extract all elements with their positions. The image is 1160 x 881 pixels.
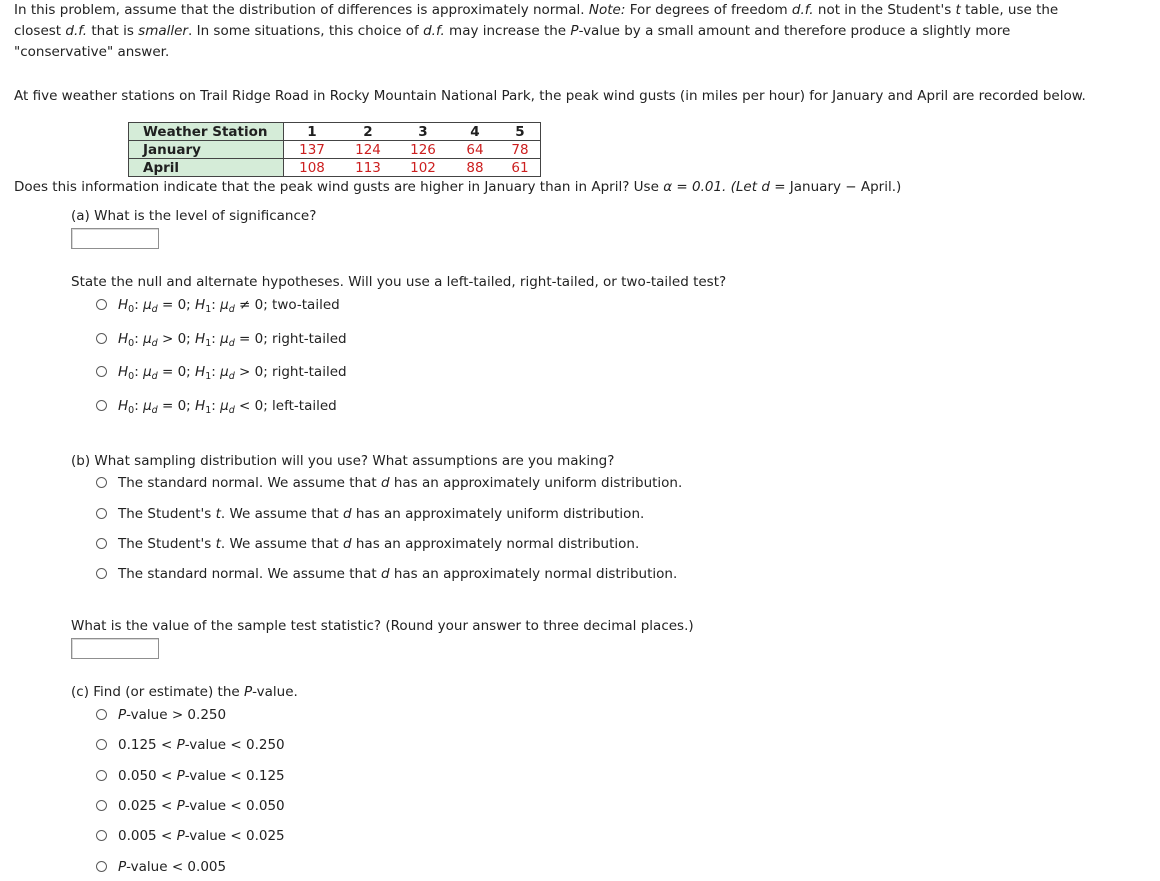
sub: 0: [128, 370, 135, 382]
colon: :: [211, 397, 216, 414]
option-text-part: has an approximately normal distribution.: [393, 565, 678, 582]
t-symbol: t: [215, 505, 221, 522]
option-text-part: The Student's: [118, 505, 212, 522]
sub: 0: [128, 303, 135, 315]
option-text-part: . We assume that: [220, 535, 339, 552]
h0-value: > 0;: [161, 330, 191, 347]
option-text-part: has an approximately uniform distribution.: [393, 474, 683, 491]
h1-value: ≠ 0; two-tailed: [239, 296, 340, 313]
option-text: [118, 737, 285, 753]
intro-text: "conservative" answer.: [14, 44, 170, 60]
colon: :: [134, 330, 139, 347]
intro-text: that is: [91, 23, 134, 39]
option-text: [118, 566, 677, 582]
colon: :: [134, 296, 139, 313]
january-cell: 64: [450, 141, 500, 159]
hypothesis-text: [118, 297, 340, 313]
option-text-part: has an approximately normal distribution.: [355, 535, 640, 552]
df-symbol: d.f.: [423, 23, 445, 39]
radio-button[interactable]: [96, 538, 107, 549]
radio-button[interactable]: [96, 800, 107, 811]
radio-button[interactable]: [96, 299, 107, 310]
mu-symbol: μ: [143, 363, 152, 380]
hypotheses-prompt: State the null and alternate hypotheses. Will you use a left-tailed, right-tailed, or two-tailed test?: [71, 274, 727, 290]
option-text-part: The standard normal. We assume that: [118, 565, 377, 582]
d-symbol: d: [761, 179, 770, 195]
radio-button[interactable]: [96, 400, 107, 411]
january-cell: 78: [500, 141, 541, 159]
sub: d: [228, 303, 235, 315]
pre-text: 0.025 <: [118, 797, 173, 814]
post-text: -value > 0.250: [126, 706, 227, 723]
h0-value: = 0;: [161, 363, 191, 380]
option-text-part: The standard normal. We assume that: [118, 474, 377, 491]
question-text: Does this information indicate that the peak wind gusts are higher in January than in April? Use: [14, 179, 659, 195]
significance-input[interactable]: [71, 228, 159, 249]
p-symbol: P: [176, 736, 185, 753]
p-symbol: P: [118, 858, 127, 875]
post-text: -value < 0.025: [184, 827, 285, 844]
option-text: [118, 506, 644, 522]
prompt-text: (c) Find (or estimate) the: [71, 684, 240, 700]
option-text: [118, 707, 226, 723]
pre-text: 0.125 <: [118, 736, 173, 753]
sub: 0: [128, 404, 135, 416]
d-symbol: d: [342, 505, 352, 522]
colon: :: [211, 330, 216, 347]
hypothesis-option-right-tailed-b[interactable]: [96, 361, 347, 382]
intro-line-1: [14, 0, 1058, 21]
pre-text: 0.005 <: [118, 827, 173, 844]
distribution-option-3[interactable]: [96, 533, 639, 554]
table-row: [129, 123, 541, 141]
main-question: [14, 177, 901, 198]
note-label: Note:: [588, 2, 626, 18]
h-symbol: H: [118, 397, 129, 414]
t-symbol: t: [215, 535, 221, 552]
mu-symbol: μ: [143, 330, 152, 347]
hypothesis-text: [118, 364, 347, 380]
d-symbol: d: [380, 565, 390, 582]
post-text: -value < 0.005: [126, 858, 227, 875]
option-text: [118, 475, 682, 491]
t-symbol: t: [955, 2, 961, 18]
prompt-text: -value.: [252, 684, 298, 700]
p-symbol: P: [570, 23, 579, 39]
option-text: [118, 536, 639, 552]
sub: d: [228, 370, 235, 382]
intro-line-2: [14, 21, 1010, 42]
station-cell: 4: [450, 123, 500, 141]
station-cell: 5: [500, 123, 541, 141]
option-text-part: . We assume that: [220, 505, 339, 522]
intro-text: In this problem, assume that the distribution of differences is approximately normal.: [14, 2, 585, 18]
radio-button[interactable]: [96, 709, 107, 720]
mu-symbol: μ: [143, 296, 152, 313]
april-cell: 113: [340, 159, 396, 177]
h0-value: = 0;: [161, 296, 191, 313]
table-row: [129, 159, 541, 177]
h1-value: < 0; left-tailed: [239, 397, 337, 414]
h1-value: = 0; right-tailed: [239, 330, 347, 347]
sub: d: [228, 337, 235, 349]
mu-symbol: μ: [220, 397, 229, 414]
colon: :: [211, 296, 216, 313]
option-text: [118, 859, 226, 875]
radio-button[interactable]: [96, 739, 107, 750]
sub: d: [151, 370, 158, 382]
post-text: -value < 0.250: [184, 736, 285, 753]
colon: :: [211, 363, 216, 380]
pre-text: 0.050 <: [118, 767, 173, 784]
h-symbol: H: [118, 296, 129, 313]
wind-gust-table: [128, 122, 541, 177]
d-symbol: d: [342, 535, 352, 552]
post-text: -value < 0.050: [184, 797, 285, 814]
hypothesis-option-right-tailed-a[interactable]: [96, 328, 347, 349]
option-text-part: has an approximately uniform distribution.: [355, 505, 645, 522]
sub: d: [151, 404, 158, 416]
post-text: -value < 0.125: [184, 767, 285, 784]
sub: d: [228, 404, 235, 416]
intro-line-3: [14, 42, 169, 63]
hypothesis-text: [118, 331, 347, 347]
part-a-prompt: (a) What is the level of significance?: [71, 208, 317, 224]
pvalue-option-3[interactable]: [96, 765, 285, 786]
radio-button[interactable]: [96, 508, 107, 519]
h-symbol: H: [118, 363, 129, 380]
sub: 0: [128, 337, 135, 349]
station-cell: 1: [284, 123, 341, 141]
hypothesis-option-two-tailed[interactable]: [96, 294, 340, 315]
pvalue-option-4[interactable]: [96, 795, 285, 816]
part-c-prompt: [71, 682, 298, 703]
sub: 1: [205, 404, 212, 416]
problem-setup: At five weather stations on Trail Ridge Road in Rocky Mountain National Park, the peak wind gusts (in miles per hour) for January and April are recorded below.: [14, 88, 1086, 104]
df-symbol: d.f.: [791, 2, 814, 18]
january-label: January: [129, 141, 284, 159]
april-cell: 88: [450, 159, 500, 177]
d-symbol: d: [380, 474, 390, 491]
pvalue-option-1[interactable]: [96, 704, 226, 725]
distribution-option-2[interactable]: [96, 503, 644, 524]
distribution-option-4[interactable]: [96, 563, 677, 584]
sub: 1: [205, 303, 212, 315]
radio-button[interactable]: [96, 568, 107, 579]
april-cell: 102: [396, 159, 450, 177]
radio-button[interactable]: [96, 477, 107, 488]
table-header-label: Weather Station: [129, 123, 284, 141]
intro-text: closest: [14, 23, 62, 39]
smaller-emphasis: smaller: [138, 23, 188, 39]
alpha-text: α = 0.01. (Let: [663, 179, 758, 195]
january-cell: 124: [340, 141, 396, 159]
h-symbol: H: [118, 330, 129, 347]
p-symbol: P: [243, 684, 253, 700]
intro-text: For degrees of freedom: [629, 2, 788, 18]
sub: d: [151, 303, 158, 315]
pvalue-option-5[interactable]: [96, 825, 285, 846]
colon: :: [134, 363, 139, 380]
radio-button[interactable]: [96, 861, 107, 872]
january-cell: 137: [284, 141, 341, 159]
h-symbol: H: [195, 330, 206, 347]
mu-symbol: μ: [220, 363, 229, 380]
radio-button[interactable]: [96, 830, 107, 841]
h-symbol: H: [195, 397, 206, 414]
hypothesis-text: [118, 398, 337, 414]
pvalue-option-2[interactable]: [96, 734, 285, 755]
intro-text: may increase the: [449, 23, 567, 39]
station-cell: 2: [340, 123, 396, 141]
part-b-prompt: (b) What sampling distribution will you use? What assumptions are you making?: [71, 453, 615, 469]
question-text: = January − April.): [774, 179, 902, 195]
option-text: [118, 828, 285, 844]
mu-symbol: μ: [143, 397, 152, 414]
mu-symbol: μ: [220, 296, 229, 313]
april-label: April: [129, 159, 284, 177]
station-cell: 3: [396, 123, 450, 141]
colon: :: [134, 397, 139, 414]
table-row: [129, 141, 541, 159]
p-symbol: P: [118, 706, 127, 723]
p-symbol: P: [176, 797, 185, 814]
sub: 1: [205, 370, 212, 382]
intro-text: table, use the: [965, 2, 1059, 18]
option-text-part: The Student's: [118, 535, 212, 552]
intro-text: -value by a small amount and therefore produce a slightly more: [578, 23, 1011, 39]
radio-button[interactable]: [96, 770, 107, 781]
h-symbol: H: [195, 296, 206, 313]
p-symbol: P: [176, 767, 185, 784]
test-statistic-input[interactable]: [71, 638, 159, 659]
option-text: [118, 798, 285, 814]
april-cell: 108: [284, 159, 341, 177]
h1-value: > 0; right-tailed: [239, 363, 347, 380]
distribution-option-1[interactable]: [96, 472, 682, 493]
radio-button[interactable]: [96, 366, 107, 377]
intro-text: not in the Student's: [817, 2, 952, 18]
test-statistic-prompt: What is the value of the sample test statistic? (Round your answer to three decimal places.): [71, 618, 694, 634]
sub: 1: [205, 337, 212, 349]
mu-symbol: μ: [220, 330, 229, 347]
df-symbol: d.f.: [65, 23, 88, 39]
p-symbol: P: [176, 827, 185, 844]
sub: d: [151, 337, 158, 349]
january-cell: 126: [396, 141, 450, 159]
april-cell: 61: [500, 159, 541, 177]
h-symbol: H: [195, 363, 206, 380]
intro-text: . In some situations, this choice of: [188, 23, 419, 39]
radio-button[interactable]: [96, 333, 107, 344]
option-text: [118, 768, 285, 784]
hypothesis-option-left-tailed[interactable]: [96, 395, 337, 416]
h0-value: = 0;: [161, 397, 191, 414]
pvalue-option-6[interactable]: [96, 856, 226, 877]
